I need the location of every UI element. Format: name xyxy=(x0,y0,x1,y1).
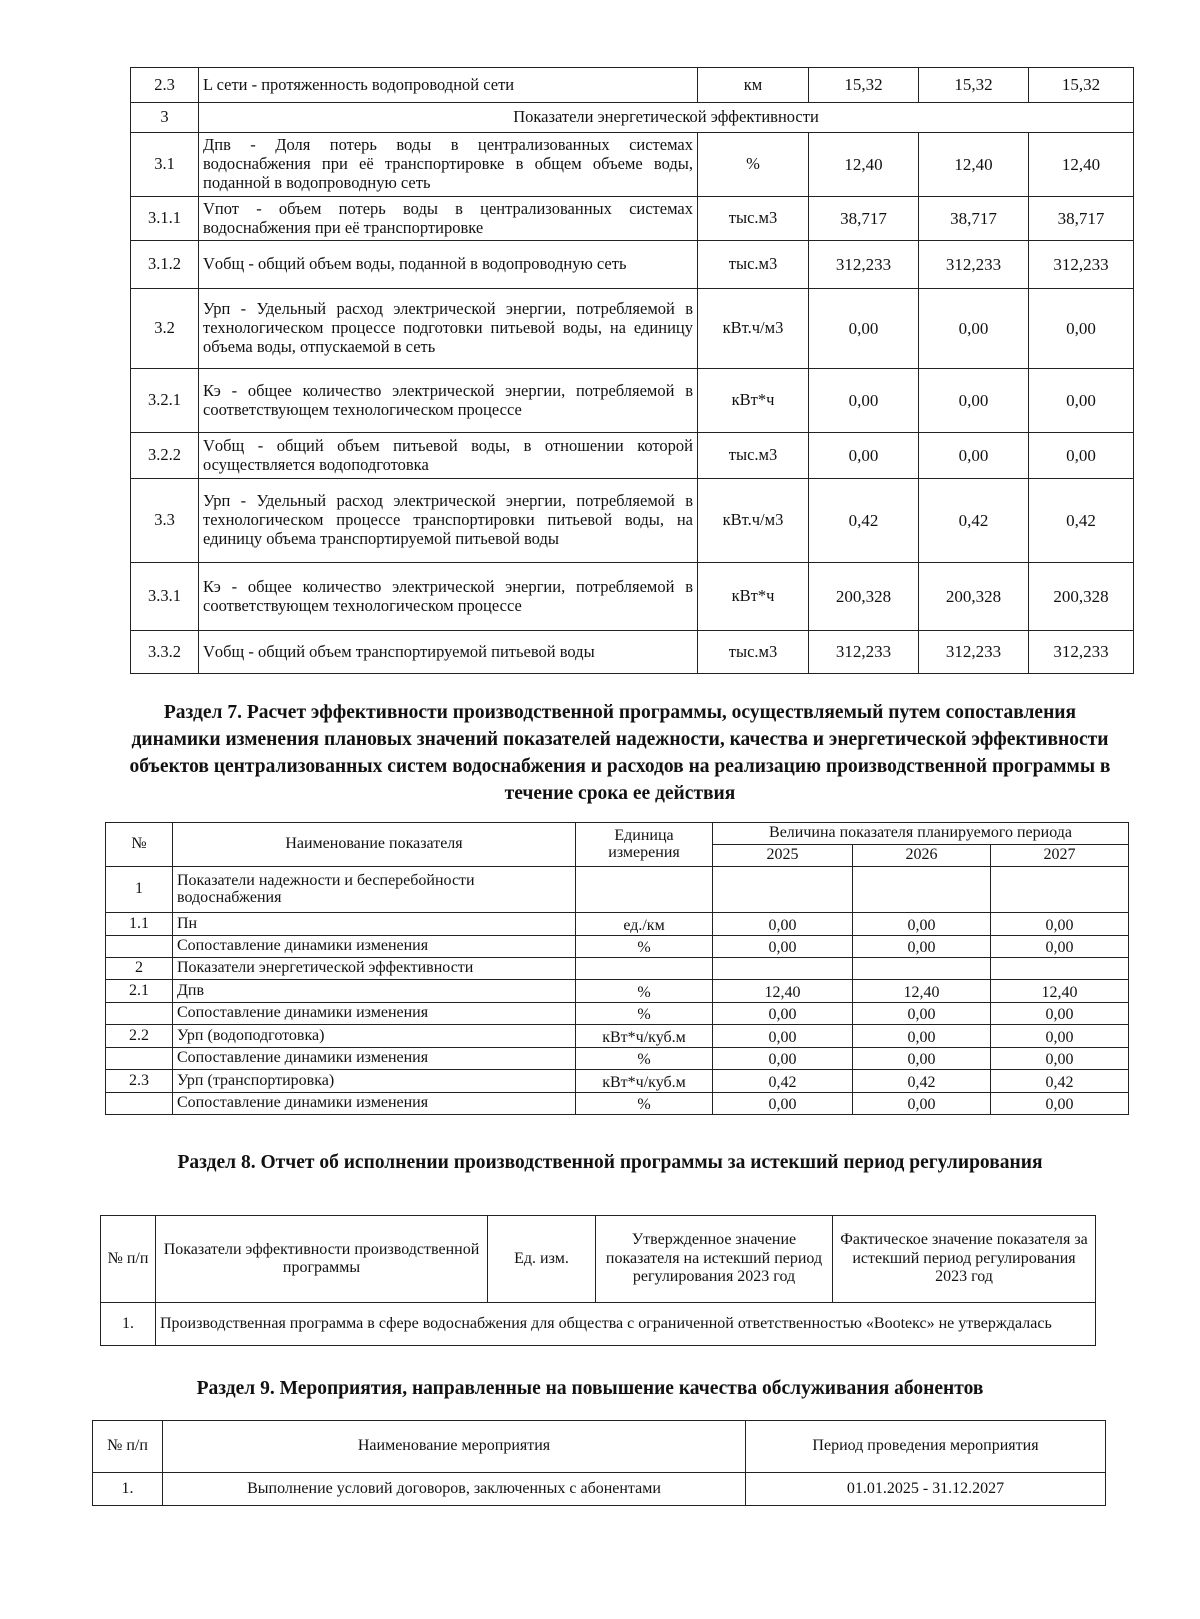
indicator-name: Показатели надежности и бесперебойности водоснабжения xyxy=(173,867,576,913)
value-1: 200,328 xyxy=(919,563,1029,631)
row-num: 3.2.2 xyxy=(131,433,199,479)
unit xyxy=(576,867,713,913)
value-1: 38,717 xyxy=(919,197,1029,241)
value-2: 0,00 xyxy=(991,1048,1129,1070)
unit: кВт*ч xyxy=(698,563,809,631)
header-name: Наименование показателя xyxy=(173,823,576,867)
row-num: 3.1.2 xyxy=(131,241,199,289)
table-row xyxy=(131,241,1134,289)
row-num: 3 xyxy=(131,103,199,133)
value-2: 12,40 xyxy=(1029,133,1134,197)
value-1: 0,00 xyxy=(853,1048,991,1070)
value-2: 312,233 xyxy=(1029,631,1134,674)
table-row xyxy=(106,1070,1129,1093)
value-2: 15,32 xyxy=(1029,68,1134,103)
value-1: 0,00 xyxy=(919,369,1029,433)
indicator-name: Сопоставление динамики изменения xyxy=(173,1093,576,1115)
value-1: 0,00 xyxy=(919,289,1029,369)
row-num: 3.3.2 xyxy=(131,631,199,674)
value-0: 0,00 xyxy=(713,1093,853,1115)
table-row xyxy=(131,631,1134,674)
value-0: 0,00 xyxy=(713,1003,853,1025)
header-name: Наименование мероприятия xyxy=(163,1421,746,1473)
indicator-name: Урп - Удельный расход электрической энергии, потребляемой в технологическом процессе транспортировки питьевой воды, на единицу объема транспортируемой питьевой воды xyxy=(199,479,698,563)
row-num: 3.2 xyxy=(131,289,199,369)
row-num: 2 xyxy=(106,958,173,980)
row-period: 01.01.2025 - 31.12.2027 xyxy=(746,1473,1106,1506)
indicator-name: Сопоставление динамики изменения xyxy=(173,1003,576,1025)
row-num: 3.3 xyxy=(131,479,199,563)
value-0: 200,328 xyxy=(809,563,919,631)
unit: тыс.м3 xyxy=(698,631,809,674)
header-approved: Утвержденное значение показателя на истекший период регулирования 2023 год xyxy=(596,1216,833,1303)
section9-table xyxy=(92,1420,1106,1506)
indicator-name: Показатели энергетической эффективности xyxy=(173,958,576,980)
unit xyxy=(576,958,713,980)
table-row xyxy=(131,68,1134,103)
row-num: 3.3.1 xyxy=(131,563,199,631)
header-unit: Единица измерения xyxy=(576,823,713,867)
value-2: 0,00 xyxy=(991,1025,1129,1048)
table-row xyxy=(131,103,1134,133)
indicator-name: Дпв - Доля потерь воды в централизованных системах водоснабжения при её транспортировке в общем объеме воды, поданной в водопроводную сеть xyxy=(199,133,698,197)
header-name: Показатели эффективности производственной программы xyxy=(156,1216,488,1303)
row-num: 1.1 xyxy=(106,913,173,936)
row-num: 2.2 xyxy=(106,1025,173,1048)
row-num: 1. xyxy=(93,1473,163,1506)
section7-heading: Раздел 7. Расчет эффективности производственной программы, осуществляемый путем сопоставления динамики изменения плановых значений показателей надежности, качества и энергетической эффективности объектов централизованных систем водоснабжения и расходов на реализацию производственной программы в течение срока ее действия xyxy=(129,702,1111,804)
value-0: 312,233 xyxy=(809,631,919,674)
unit: % xyxy=(576,1093,713,1115)
section8-heading: Раздел 8. Отчет об исполнении производственной программы за истекший период регулирования xyxy=(177,1152,1043,1173)
row-text: Производственная программа в сфере водоснабжения для общества с ограниченной ответственностью «Вootекс» не утверждалась xyxy=(156,1303,1096,1346)
unit: % xyxy=(576,980,713,1003)
value-0 xyxy=(713,867,853,913)
value-1 xyxy=(853,867,991,913)
row-num xyxy=(106,1093,173,1115)
value-0 xyxy=(713,958,853,980)
indicator-name: Сопоставление динамики изменения xyxy=(173,1048,576,1070)
value-0: 0,00 xyxy=(713,913,853,936)
value-2 xyxy=(991,958,1129,980)
table-row xyxy=(131,133,1134,197)
header-num: № п/п xyxy=(101,1216,156,1303)
value-0: 12,40 xyxy=(809,133,919,197)
table-row xyxy=(106,913,1129,936)
unit: кВт*ч xyxy=(698,369,809,433)
unit: % xyxy=(576,936,713,958)
row-num xyxy=(106,1003,173,1025)
value-2: 0,42 xyxy=(1029,479,1134,563)
table-row xyxy=(131,563,1134,631)
header-unit: Ед. изм. xyxy=(488,1216,596,1303)
row-num: 3.2.1 xyxy=(131,369,199,433)
value-0: 0,00 xyxy=(809,433,919,479)
section7-table xyxy=(105,822,1129,1115)
table-row xyxy=(106,958,1129,980)
value-0: 312,233 xyxy=(809,241,919,289)
table-row xyxy=(106,936,1129,958)
unit: кВт*ч/куб.м xyxy=(576,1025,713,1048)
value-2: 38,717 xyxy=(1029,197,1134,241)
header-period: Величина показателя планируемого периода xyxy=(713,823,1129,845)
unit: тыс.м3 xyxy=(698,433,809,479)
unit: % xyxy=(576,1003,713,1025)
indicator-name: Vобщ - общий объем воды, поданной в водопроводную сеть xyxy=(199,241,698,289)
value-1: 0,42 xyxy=(919,479,1029,563)
indicator-name: Vпот - объем потерь воды в централизованных системах водоснабжения при её транспортировке xyxy=(199,197,698,241)
value-2: 312,233 xyxy=(1029,241,1134,289)
value-1: 0,42 xyxy=(853,1070,991,1093)
section9-heading: Раздел 9. Мероприятия, направленные на повышение качества обслуживания абонентов xyxy=(196,1378,984,1399)
indicator-name: Кэ - общее количество электрической энергии, потребляемой в соответствующем технологическом процессе xyxy=(199,369,698,433)
indicator-name: Сопоставление динамики изменения xyxy=(173,936,576,958)
value-1 xyxy=(853,958,991,980)
unit: кВт*ч/куб.м xyxy=(576,1070,713,1093)
indicator-name: Vобщ - общий объем питьевой воды, в отношении которой осуществляется водоподготовка xyxy=(199,433,698,479)
table-row xyxy=(131,289,1134,369)
unit: кВт.ч/м3 xyxy=(698,479,809,563)
table-row xyxy=(106,1048,1129,1070)
table-row xyxy=(106,1003,1129,1025)
header-num: № xyxy=(106,823,173,867)
unit: км xyxy=(698,68,809,103)
indicator-name: Урп - Удельный расход электрической энергии, потребляемой в технологическом процессе подготовки питьевой воды, на единицу объема воды, отпускаемой в сеть xyxy=(199,289,698,369)
value-1: 0,00 xyxy=(853,913,991,936)
value-2 xyxy=(991,867,1129,913)
indicator-name: Урп (транспортировка) xyxy=(173,1070,576,1093)
value-0: 0,00 xyxy=(713,936,853,958)
table-row xyxy=(131,433,1134,479)
value-2: 0,00 xyxy=(991,1093,1129,1115)
value-0: 0,00 xyxy=(713,1048,853,1070)
header-actual: Фактическое значение показателя за истекший период регулирования 2023 год xyxy=(833,1216,1096,1303)
section-title: Показатели энергетической эффективности xyxy=(199,103,1134,133)
table-row xyxy=(131,479,1134,563)
value-1: 312,233 xyxy=(919,241,1029,289)
value-0: 12,40 xyxy=(713,980,853,1003)
value-1: 312,233 xyxy=(919,631,1029,674)
value-2: 12,40 xyxy=(991,980,1129,1003)
value-0: 38,717 xyxy=(809,197,919,241)
value-1: 12,40 xyxy=(853,980,991,1003)
indicator-name: Пн xyxy=(173,913,576,936)
row-num xyxy=(106,1048,173,1070)
section8-table xyxy=(100,1215,1096,1346)
indicator-name: Vобщ - общий объем транспортируемой питьевой воды xyxy=(199,631,698,674)
row-num: 2.3 xyxy=(106,1070,173,1093)
table-row xyxy=(106,1093,1129,1115)
unit: тыс.м3 xyxy=(698,241,809,289)
table-row xyxy=(131,369,1134,433)
table-row xyxy=(106,1025,1129,1048)
value-1: 0,00 xyxy=(853,1025,991,1048)
unit: % xyxy=(698,133,809,197)
value-2: 0,00 xyxy=(991,1003,1129,1025)
unit: тыс.м3 xyxy=(698,197,809,241)
row-name: Выполнение условий договоров, заключенных с абонентами xyxy=(163,1473,746,1506)
energy-indicators-table xyxy=(130,67,1134,674)
value-0: 15,32 xyxy=(809,68,919,103)
value-0: 0,00 xyxy=(809,289,919,369)
row-num: 3.1 xyxy=(131,133,199,197)
table-row xyxy=(131,197,1134,241)
table-row xyxy=(106,980,1129,1003)
value-1: 0,00 xyxy=(919,433,1029,479)
value-1: 15,32 xyxy=(919,68,1029,103)
unit: кВт.ч/м3 xyxy=(698,289,809,369)
value-2: 0,00 xyxy=(991,936,1129,958)
row-num: 2.1 xyxy=(106,980,173,1003)
indicator-name: Урп (водоподготовка) xyxy=(173,1025,576,1048)
unit: ед./км xyxy=(576,913,713,936)
row-num: 3.1.1 xyxy=(131,197,199,241)
value-1: 0,00 xyxy=(853,1093,991,1115)
unit: % xyxy=(576,1048,713,1070)
value-0: 0,00 xyxy=(713,1025,853,1048)
value-0: 0,42 xyxy=(809,479,919,563)
value-2: 0,00 xyxy=(991,913,1129,936)
value-2: 0,42 xyxy=(991,1070,1129,1093)
value-2: 0,00 xyxy=(1029,289,1134,369)
value-2: 0,00 xyxy=(1029,433,1134,479)
value-1: 12,40 xyxy=(919,133,1029,197)
header-year: 2025 xyxy=(713,845,853,867)
row-num: 1 xyxy=(106,867,173,913)
row-num: 2.3 xyxy=(131,68,199,103)
value-0: 0,00 xyxy=(809,369,919,433)
indicator-name: Дпв xyxy=(173,980,576,1003)
value-2: 200,328 xyxy=(1029,563,1134,631)
indicator-name: L сети - протяженность водопроводной сети xyxy=(199,68,698,103)
header-period: Период проведения мероприятия xyxy=(746,1421,1106,1473)
value-0: 0,42 xyxy=(713,1070,853,1093)
table-row xyxy=(106,867,1129,913)
indicator-name: Кэ - общее количество электрической энергии, потребляемой в соответствующем технологическом процессе xyxy=(199,563,698,631)
row-num xyxy=(106,936,173,958)
header-year: 2027 xyxy=(991,845,1129,867)
value-2: 0,00 xyxy=(1029,369,1134,433)
value-1: 0,00 xyxy=(853,936,991,958)
header-year: 2026 xyxy=(853,845,991,867)
row-num: 1. xyxy=(101,1303,156,1346)
header-num: № п/п xyxy=(93,1421,163,1473)
value-1: 0,00 xyxy=(853,1003,991,1025)
